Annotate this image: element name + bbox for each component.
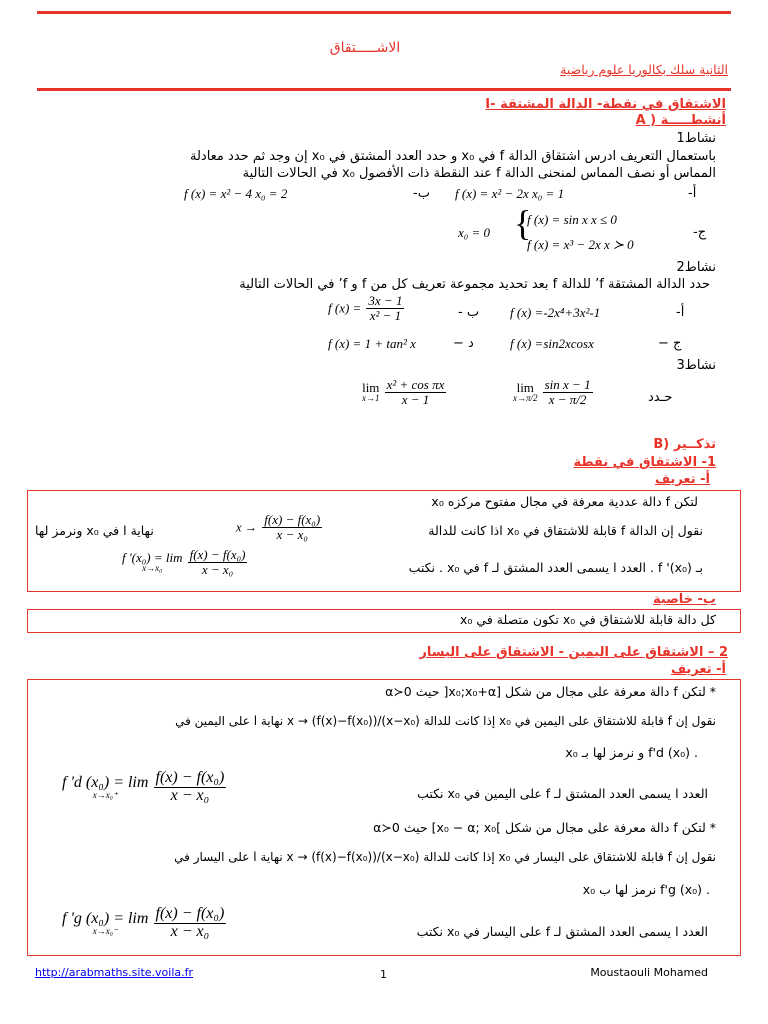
definition-text: بـ f '(x₀) . العدد l يسمى العدد المشتق لـ f في x₀ . نكتب xyxy=(408,560,703,575)
definition-label: أ- تعريف xyxy=(654,472,710,487)
property-label: ب- خاصية xyxy=(653,592,716,607)
item-label: أ- xyxy=(676,305,685,320)
definition-text: نقول إن f قابلة للاشتقاق على اليمين في x₀ إذا كانت للدالة x → (f(x)−f(x₀))/(x−x₀) نهاية l على اليمين في xyxy=(175,714,716,728)
subsection-heading: 1- الاشتقاق في نقطة xyxy=(573,455,716,470)
definition-text: x₀ نرمز لها ب f'g (x₀) . xyxy=(582,882,710,897)
limit-word: f 'd (x₀) = lim xyxy=(62,773,149,791)
fraction-numerator: f(x) − f(x₀) xyxy=(155,905,225,922)
math-expression: f (x) = x³ − 2x x ≻ 0 xyxy=(527,237,634,252)
math-expression: f (x) = x² − 4 x₀ = 2 xyxy=(184,186,288,201)
item-label: أ- xyxy=(688,186,697,201)
activity-text: المماس أو نصف المماس لمنحنى الدالة f عند النقطة ذات الأفصول x₀ في الحالات التالية xyxy=(242,166,716,181)
function-map xyxy=(236,513,322,541)
math-expression: f (x) = xyxy=(328,300,362,316)
limit-subscript: x→x₀⁻ xyxy=(92,925,118,936)
footer-link[interactable]: http://arabmaths.site.voila.fr xyxy=(35,966,194,979)
section-heading: 2 – الاشتقاق على اليمين - الاشتقاق على اليسار xyxy=(419,645,728,660)
fraction-numerator: x² + cos πx xyxy=(386,377,445,392)
derivative-formula xyxy=(122,548,247,576)
header-rule xyxy=(37,88,731,91)
item-label: ج- xyxy=(693,225,707,240)
math-fraction-expression xyxy=(328,294,404,322)
item-label: ج − xyxy=(658,336,682,351)
fraction-numerator: 3x − 1 xyxy=(368,293,403,308)
math-expression: x₀ = 0 xyxy=(458,225,491,240)
activity-label: نشاط3 xyxy=(676,358,716,373)
math-expression: f (x) = sin x x ≤ 0 xyxy=(527,212,617,227)
instruction-text: حـدد xyxy=(648,390,673,405)
fraction-numerator: f(x) − f(x₀) xyxy=(264,512,321,527)
definition-text: * لتكن f دالة معرفة على مجال من شكل ]x₀ − α; x₀] حيث α≻0 xyxy=(373,820,716,835)
property-text: كل دالة قابلة للاشتقاق في x₀ تكون متصلة في x₀ xyxy=(460,612,716,627)
definition-text: * لتكن f دالة معرفة على مجال من شكل [x₀;x₀+α[ حيث α≻0 xyxy=(385,684,716,699)
fraction-denominator: x − x₀ xyxy=(170,786,210,804)
author-name: Moustaouli Mohamed xyxy=(590,966,708,979)
limit-operator xyxy=(513,381,538,403)
fraction xyxy=(543,378,593,406)
definition-text: العدد l يسمى العدد المشتق لـ f على اليسار في x₀ نكتب xyxy=(416,924,708,939)
definition-text: نقول إن f قابلة للاشتقاق على اليسار في x₀ إذا كانت للدالة x → (f(x)−f(x₀))/(x−x₀) نهاية l على اليسار في xyxy=(174,850,716,864)
page-title: الاشـــــتقاق xyxy=(329,40,401,56)
definition-text: نهاية l في x₀ ونرمز لها xyxy=(35,523,154,538)
right-derivative-formula xyxy=(62,770,226,805)
limit-word: f 'g (x₀) = lim xyxy=(62,909,149,927)
page-subtitle: الثانية سلك بكالوريا علوم رياضية xyxy=(560,62,728,77)
definition-text: العدد l يسمى العدد المشتق لـ f على اليمين في x₀ نكتب xyxy=(417,786,708,801)
fraction-denominator: x − π/2 xyxy=(548,391,587,407)
limit-word: lim xyxy=(516,380,534,396)
activity-label: نشاط1 xyxy=(676,131,716,146)
math-expression: f (x) =-2x⁴+3x²-1 xyxy=(510,305,601,320)
limit-subscript: x→x₀ xyxy=(142,563,163,574)
fraction-numerator: sin x − 1 xyxy=(544,377,591,392)
math-expression: f (x) = x² − 2x x₀ = 1 xyxy=(455,186,565,201)
fraction-numerator: f(x) − f(x₀) xyxy=(189,547,246,562)
item-label: د − xyxy=(453,336,474,351)
definition-text: لتكن f دالة عددية معرفة في مجال مفتوح مركزه x₀ xyxy=(431,494,698,509)
limit-expression xyxy=(362,378,446,406)
fraction xyxy=(188,548,248,576)
activity-text: حدد الدالة المشتقة f’ للدالة f بعد تحديد مجموعة تعريف كل من f و f’ في الحالات التالية xyxy=(239,277,710,292)
limit-operator xyxy=(122,551,182,573)
item-label: ب- xyxy=(413,186,430,201)
limit-subscript: x→π/2 xyxy=(513,393,538,404)
fraction-denominator: x − x₀ xyxy=(201,561,234,577)
activity-text: باستعمال التعريف ادرس اشتقاق الدالة f في x₀ و حدد العدد المشتق في x₀ إن وجد ثم حدد معادلة xyxy=(189,149,716,164)
limit-operator xyxy=(62,775,148,800)
limit-word: f '(x₀) = lim xyxy=(122,550,183,566)
limit-expression xyxy=(513,378,593,406)
activity-label: نشاط2 xyxy=(676,260,716,275)
limit-operator xyxy=(62,911,148,936)
definition-text: x₀ و نرمز لها بـ f'd (x₀) . xyxy=(565,745,698,760)
fraction-numerator: f(x) − f(x₀) xyxy=(155,769,225,786)
fraction-denominator: x − x₀ xyxy=(276,526,308,542)
fraction xyxy=(154,906,227,941)
top-rule xyxy=(37,11,731,14)
limit-operator xyxy=(362,381,380,403)
limit-word: lim xyxy=(362,380,380,396)
fraction xyxy=(154,770,227,805)
fraction xyxy=(385,378,447,406)
fraction-denominator: x − x₀ xyxy=(170,922,210,940)
fraction xyxy=(262,513,322,541)
section-heading: I- الاشتقاق في نقطة- الدالة المشتقة xyxy=(485,97,726,112)
fraction-denominator: x² − 1 xyxy=(369,307,402,323)
definition-text: نقول إن الدالة f قابلة للاشتقاق في x₀ اذا كانت للدالة xyxy=(428,523,703,538)
section-heading: B) تذكــير xyxy=(653,437,716,452)
math-expression: f (x) =sin2xcosx xyxy=(510,336,594,351)
subsection-heading: A ) أنشطـــــة xyxy=(635,113,726,128)
math-expression: f (x) = 1 + tan² x xyxy=(328,336,416,351)
page-number: 1 xyxy=(380,968,387,981)
definition-label: أ- تعريف xyxy=(670,662,726,677)
math-expression: x → xyxy=(236,520,258,535)
brace-symbol: { xyxy=(514,203,532,243)
fraction xyxy=(366,294,404,322)
limit-subscript: x→1 xyxy=(362,393,380,404)
limit-subscript: x→x₀⁺ xyxy=(92,789,118,800)
fraction-denominator: x − 1 xyxy=(401,391,430,407)
item-label: ب - xyxy=(458,305,480,320)
left-derivative-formula xyxy=(62,906,226,941)
